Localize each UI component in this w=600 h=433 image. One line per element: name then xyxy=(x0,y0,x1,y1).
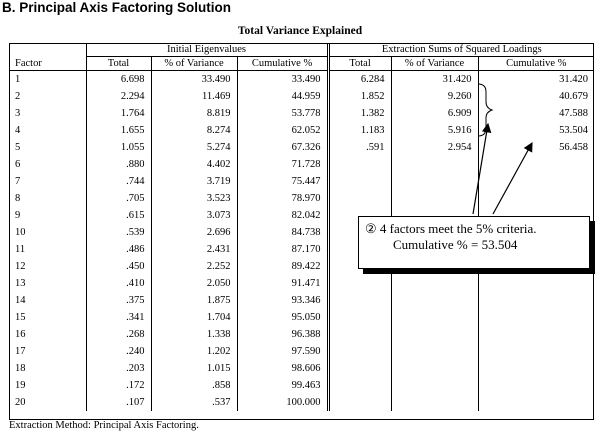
extraction-total-header: Total xyxy=(328,57,391,71)
extraction-total-cell: 1.183 xyxy=(328,122,391,139)
initial-cumulative-cell: 67.326 xyxy=(237,139,328,156)
extraction-total-cell xyxy=(328,343,391,360)
initial-percent-variance-cell: 1.202 xyxy=(151,343,237,360)
extraction-cumulative-cell xyxy=(478,377,594,394)
extraction-total-cell xyxy=(328,173,391,190)
initial-total-cell: .341 xyxy=(126,312,145,323)
group-header-row xyxy=(9,43,594,57)
extraction-total-cell xyxy=(328,292,391,309)
extraction-total-cell xyxy=(328,275,391,292)
table-row xyxy=(9,71,594,89)
extraction-total-cell xyxy=(328,190,391,207)
table-row xyxy=(9,105,594,122)
initial-percent-variance-cell: 2.252 xyxy=(151,258,237,275)
table-row xyxy=(9,292,594,309)
extraction-percent-variance-cell xyxy=(391,309,478,326)
factor-number-cell: 4 xyxy=(9,122,86,139)
initial-total-cell: .705 xyxy=(126,193,145,204)
extraction-percent-variance-cell xyxy=(391,156,478,173)
initial-percent-variance-cell: 8.274 xyxy=(151,122,237,139)
factor-number-cell: 5 xyxy=(9,139,86,156)
initial-percent-variance-cell: 3.719 xyxy=(151,173,237,190)
initial-total-cell: .240 xyxy=(126,346,145,357)
initial-percent-variance-cell: 3.073 xyxy=(151,207,237,224)
initial-cumulative-cell: 78.970 xyxy=(237,190,328,207)
initial-cumulative-cell: 62.052 xyxy=(237,122,328,139)
table-row xyxy=(9,173,594,190)
initial-total-cell: 6.698 xyxy=(120,74,145,85)
initial-percent-variance-cell: 2.050 xyxy=(151,275,237,292)
initial-total-cell: 2.294 xyxy=(120,91,145,102)
extraction-total-cell: .591 xyxy=(328,139,391,156)
initial-cumulative-cell: 71.728 xyxy=(237,156,328,173)
table-row xyxy=(9,88,594,105)
extraction-percent-variance-cell xyxy=(391,173,478,190)
factor-number-cell: 13 xyxy=(9,275,86,292)
extraction-percent-variance-cell xyxy=(391,326,478,343)
callout-cumulative-text: Cumulative % = 53.504 xyxy=(393,237,518,252)
initial-cumulative-cell: 82.042 xyxy=(237,207,328,224)
factor-number-cell: 18 xyxy=(9,360,86,377)
initial-total-cell: .744 xyxy=(126,176,145,187)
initial-cumulative-cell: 100.000 xyxy=(237,394,328,411)
factor-number-cell: 6 xyxy=(9,156,86,173)
initial-cumulative-cell: 93.346 xyxy=(237,292,328,309)
extraction-total-cell xyxy=(328,309,391,326)
extraction-total-cell: 6.284 xyxy=(328,71,391,89)
initial-cumulative-cell: 44.959 xyxy=(237,88,328,105)
initial-total-cell: .539 xyxy=(126,227,145,238)
extraction-percent-variance-cell xyxy=(391,377,478,394)
extraction-percent-variance-cell xyxy=(391,292,478,309)
initial-percent-variance-cell: .537 xyxy=(151,394,237,411)
table-row xyxy=(9,343,594,360)
factor-number-cell: 3 xyxy=(9,105,86,122)
extraction-percent-variance-cell: 9.260 xyxy=(391,88,478,105)
extraction-cumulative-cell: 31.420 xyxy=(478,71,594,89)
initial-cumulative-cell: 33.490 xyxy=(237,71,328,89)
extraction-cumulative-cell: 53.504 xyxy=(478,122,594,139)
table-row xyxy=(9,309,594,326)
initial-cumulative-cell: 99.463 xyxy=(237,377,328,394)
initial-percent-variance-cell: .858 xyxy=(151,377,237,394)
initial-percent-variance-cell: 33.490 xyxy=(151,71,237,89)
extraction-total-cell: 1.382 xyxy=(328,105,391,122)
initial-percent-variance-cell: 5.274 xyxy=(151,139,237,156)
initial-cumulative-cell: 91.471 xyxy=(237,275,328,292)
extraction-total-cell xyxy=(328,326,391,343)
initial-cumulative-cell: 98.606 xyxy=(237,360,328,377)
initial-percent-variance-header: % of Variance xyxy=(151,57,237,71)
table-row xyxy=(9,122,594,139)
factor-number-cell: 7 xyxy=(9,173,86,190)
factor-number-cell: 11 xyxy=(9,241,86,258)
initial-total-header: Total xyxy=(86,57,151,71)
extraction-total-cell xyxy=(328,360,391,377)
table-title: Total Variance Explained xyxy=(237,25,363,37)
extraction-total-cell: 1.852 xyxy=(328,88,391,105)
initial-percent-variance-cell: 3.523 xyxy=(151,190,237,207)
extraction-cumulative-cell xyxy=(478,326,594,343)
initial-total-cell: .172 xyxy=(126,380,145,391)
initial-total-cell: .375 xyxy=(126,295,145,306)
table-row xyxy=(9,326,594,343)
extraction-cumulative-cell xyxy=(478,360,594,377)
table-row xyxy=(9,377,594,394)
initial-percent-variance-cell: 2.431 xyxy=(151,241,237,258)
initial-cumulative-cell: 53.778 xyxy=(237,105,328,122)
initial-percent-variance-cell: 1.704 xyxy=(151,309,237,326)
factor-number-cell: 12 xyxy=(9,258,86,275)
extraction-percent-variance-cell xyxy=(391,360,478,377)
extraction-cumulative-cell: 47.588 xyxy=(478,105,594,122)
factor-number-cell: 1 xyxy=(9,71,86,89)
extraction-percent-variance-cell xyxy=(391,275,478,292)
criteria-callout xyxy=(358,216,590,269)
factor-number-cell: 8 xyxy=(9,190,86,207)
extraction-percent-variance-cell: 5.916 xyxy=(391,122,478,139)
column-header-row xyxy=(9,57,594,71)
initial-cumulative-cell: 97.590 xyxy=(237,343,328,360)
factor-column-header: Factor xyxy=(9,43,86,71)
initial-percent-variance-cell: 8.819 xyxy=(151,105,237,122)
initial-total-cell: .450 xyxy=(126,261,145,272)
initial-cumulative-cell: 89.422 xyxy=(237,258,328,275)
extraction-percent-variance-cell: 31.420 xyxy=(391,71,478,89)
extraction-cumulative-cell xyxy=(478,173,594,190)
initial-total-cell: .268 xyxy=(126,329,145,340)
extraction-percent-variance-cell xyxy=(391,190,478,207)
extraction-cumulative-cell xyxy=(478,156,594,173)
factor-number-cell: 19 xyxy=(9,377,86,394)
initial-percent-variance-cell: 1.015 xyxy=(151,360,237,377)
initial-total-cell: .203 xyxy=(126,363,145,374)
extraction-cumulative-cell: 56.458 xyxy=(478,139,594,156)
table-row xyxy=(9,360,594,377)
initial-cumulative-cell: 96.388 xyxy=(237,326,328,343)
factor-number-cell: 9 xyxy=(9,207,86,224)
extraction-percent-variance-cell xyxy=(391,394,478,411)
initial-percent-variance-cell: 2.696 xyxy=(151,224,237,241)
extraction-percent-variance-header: % of Variance xyxy=(391,57,478,71)
extraction-total-cell xyxy=(328,377,391,394)
extraction-percent-variance-cell: 6.909 xyxy=(391,105,478,122)
extraction-total-cell xyxy=(328,156,391,173)
factor-number-cell: 2 xyxy=(9,88,86,105)
initial-percent-variance-cell: 1.338 xyxy=(151,326,237,343)
factor-number-cell: 10 xyxy=(9,224,86,241)
initial-total-cell: .107 xyxy=(126,397,145,408)
extraction-cumulative-cell xyxy=(478,190,594,207)
factor-number-cell: 14 xyxy=(9,292,86,309)
initial-eigenvalues-header: Initial Eigenvalues xyxy=(86,43,328,57)
factor-number-cell: 16 xyxy=(9,326,86,343)
extraction-percent-variance-cell xyxy=(391,343,478,360)
initial-cumulative-cell: 84.738 xyxy=(237,224,328,241)
table-row xyxy=(9,394,594,411)
factor-number-cell: 15 xyxy=(9,309,86,326)
initial-percent-variance-cell: 4.402 xyxy=(151,156,237,173)
extraction-percent-variance-cell: 2.954 xyxy=(391,139,478,156)
callout-criteria-text: ② 4 factors meet the 5% criteria. xyxy=(365,221,537,236)
extraction-cumulative-cell xyxy=(478,309,594,326)
initial-total-cell: .880 xyxy=(126,159,145,170)
initial-total-cell: .410 xyxy=(126,278,145,289)
factor-number-cell: 17 xyxy=(9,343,86,360)
table-row xyxy=(9,156,594,173)
extraction-cumulative-cell: 40.679 xyxy=(478,88,594,105)
initial-cumulative-cell: 87.170 xyxy=(237,241,328,258)
extraction-cumulative-cell xyxy=(478,292,594,309)
initial-percent-variance-cell: 1.875 xyxy=(151,292,237,309)
extraction-cumulative-header: Cumulative % xyxy=(478,57,594,71)
initial-percent-variance-cell: 11.469 xyxy=(151,88,237,105)
initial-cumulative-header: Cumulative % xyxy=(237,57,328,71)
factor-number-cell: 20 xyxy=(9,394,86,411)
initial-cumulative-cell: 75.447 xyxy=(237,173,328,190)
extraction-loadings-header: Extraction Sums of Squared Loadings xyxy=(328,43,594,57)
extraction-method-footnote: Extraction Method: Principal Axis Factoring. xyxy=(9,420,199,431)
initial-total-cell: 1.055 xyxy=(120,142,145,153)
table-row xyxy=(9,190,594,207)
initial-cumulative-cell: 95.050 xyxy=(237,309,328,326)
section-heading: B. Principal Axis Factoring Solution xyxy=(2,0,232,15)
extraction-total-cell xyxy=(328,394,391,411)
initial-total-cell: 1.764 xyxy=(120,108,145,119)
table-row xyxy=(9,139,594,156)
initial-total-cell: 1.655 xyxy=(120,125,145,136)
table-row xyxy=(9,275,594,292)
extraction-cumulative-cell xyxy=(478,343,594,360)
extraction-cumulative-cell xyxy=(478,394,594,411)
initial-total-cell: .486 xyxy=(126,244,145,255)
initial-total-cell: .615 xyxy=(126,210,145,221)
extraction-cumulative-cell xyxy=(478,275,594,292)
